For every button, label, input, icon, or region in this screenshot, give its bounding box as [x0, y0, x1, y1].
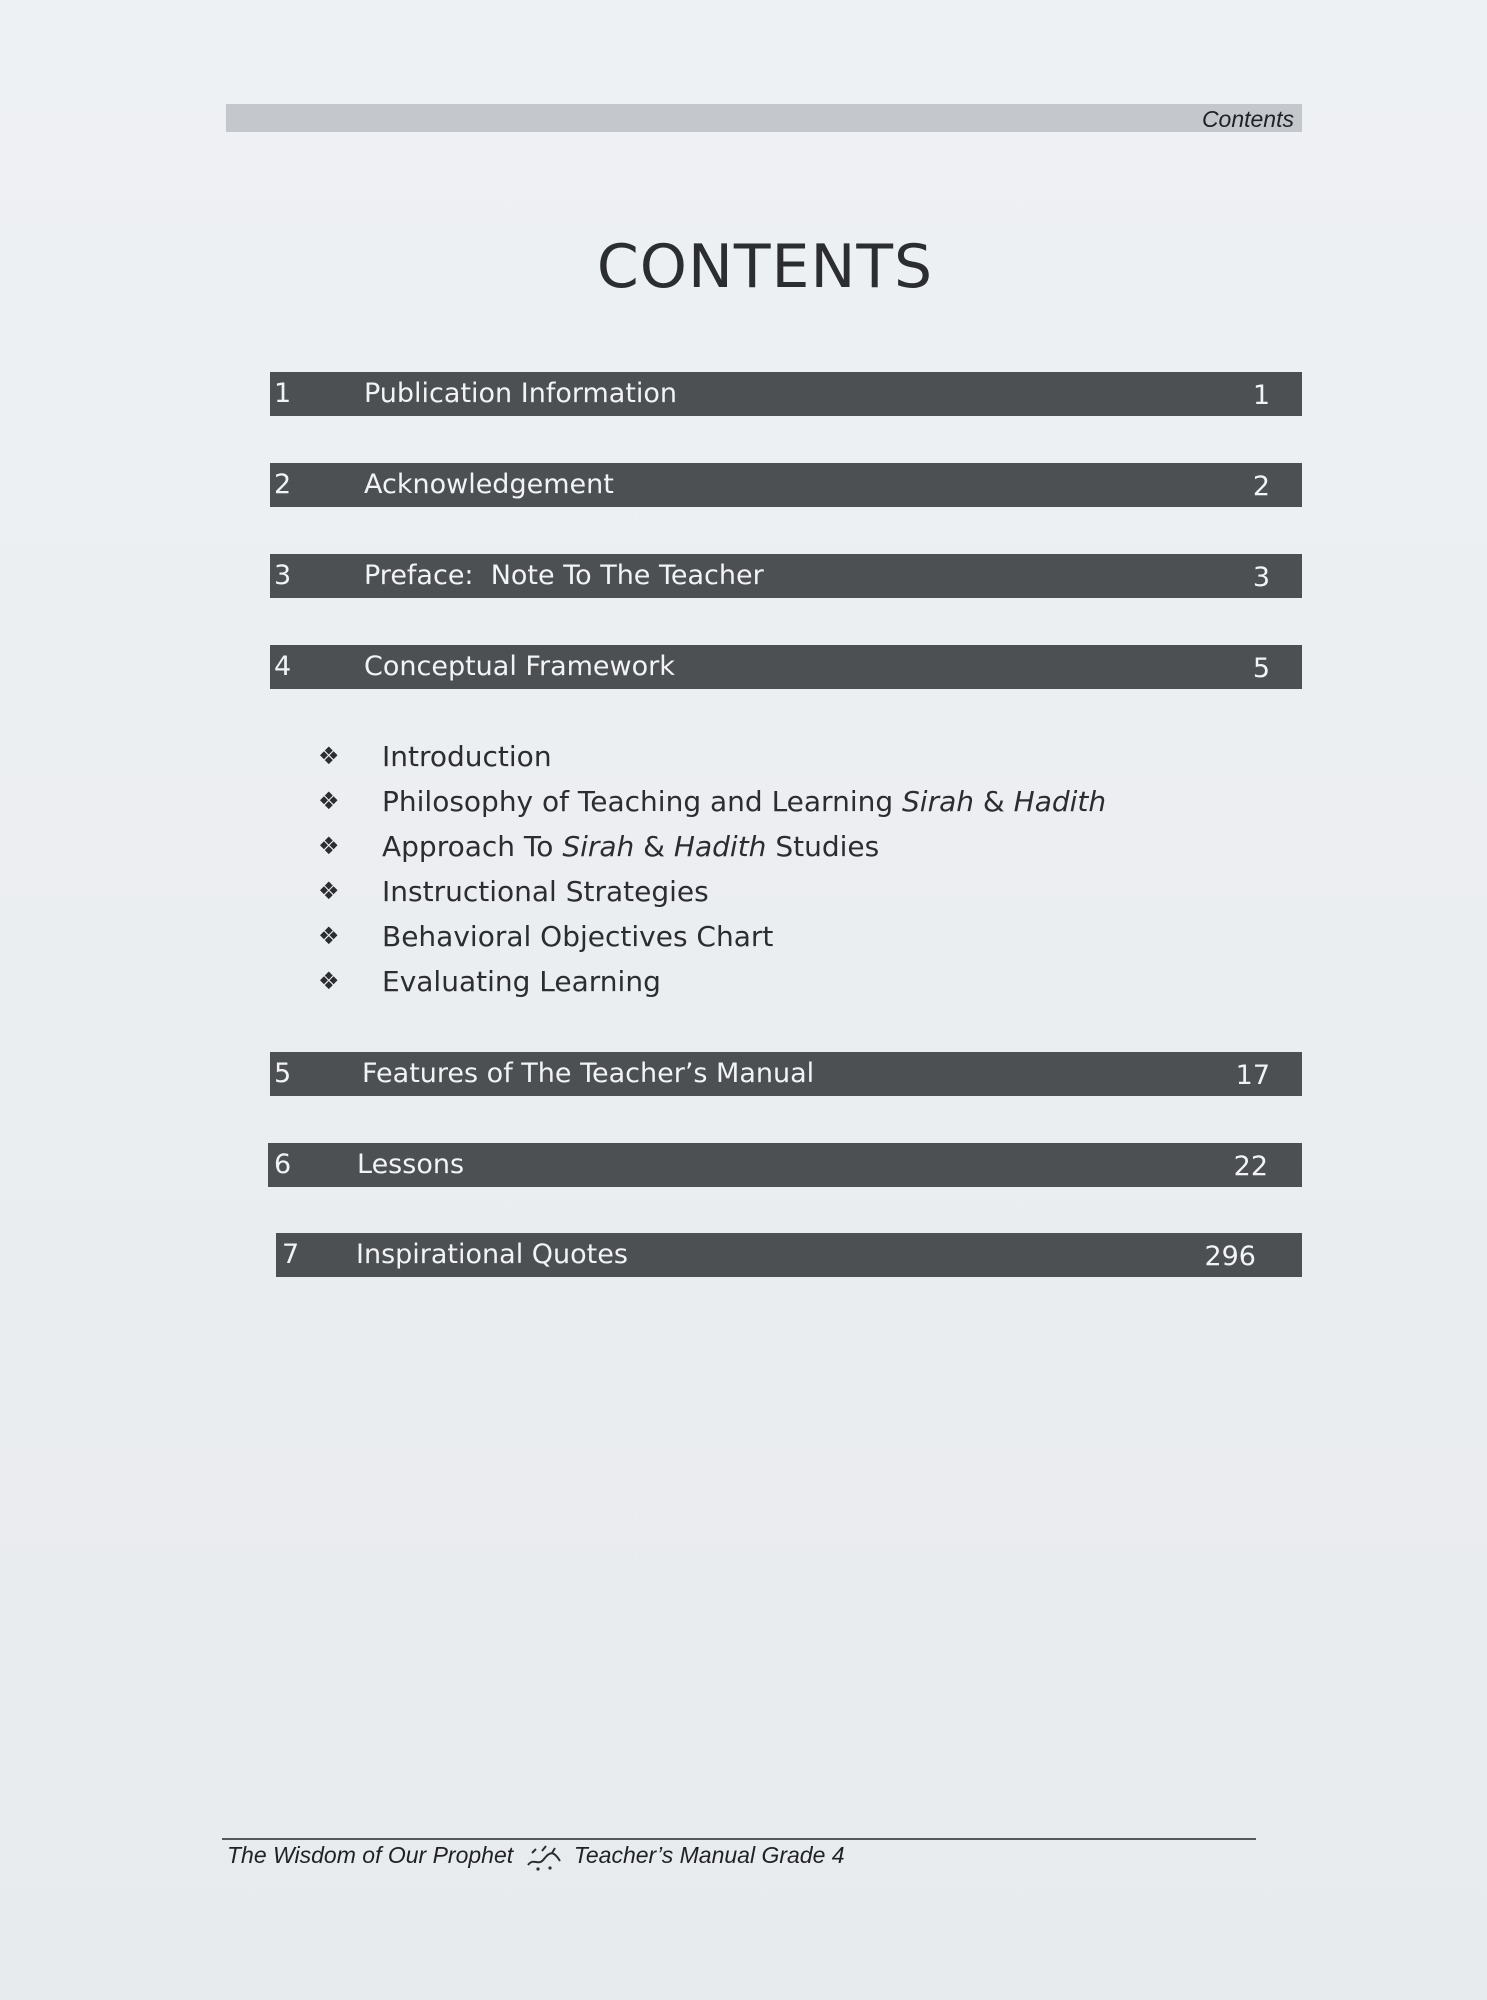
toc-entry-3[interactable]: [270, 554, 1302, 598]
toc-entry-1[interactable]: [270, 372, 1302, 416]
diamond-bullet-icon: ❖: [318, 967, 340, 995]
toc-entry-number: 7: [282, 1239, 300, 1270]
toc-entry-number: 6: [274, 1149, 292, 1180]
running-header-band: [226, 104, 1302, 132]
salawat-calligraphy-icon: [524, 1843, 564, 1871]
toc-entry-7[interactable]: [276, 1233, 1302, 1277]
subsection-label: Philosophy of Teaching and Learning Sirah & Hadith: [382, 785, 1107, 818]
toc-entry-5[interactable]: [270, 1052, 1302, 1096]
toc-entry-label: Features of The Teacher’s Manual: [362, 1058, 815, 1089]
toc-entry-label: Lessons: [357, 1149, 465, 1180]
footer-rule: [222, 1838, 1256, 1840]
subsection-label: Behavioral Objectives Chart: [382, 920, 774, 953]
toc-entry-page: 22: [1233, 1151, 1268, 1182]
toc-entry-label: Preface: Note To The Teacher: [364, 560, 764, 591]
subsection-label: Approach To Sirah & Hadith Studies: [382, 830, 880, 863]
footer-manual-grade: Teacher’s Manual Grade 4: [573, 1842, 845, 1868]
diamond-bullet-icon: ❖: [318, 922, 340, 950]
toc-entry-page: 5: [1252, 653, 1270, 684]
footer-book-title: The Wisdom of Our Prophet: [227, 1842, 514, 1868]
running-header-label: Contents: [1201, 106, 1294, 132]
toc-entry-number: 4: [274, 651, 292, 682]
subsection-label: Evaluating Learning: [382, 965, 661, 998]
subsection-label: Introduction: [382, 740, 552, 773]
toc-entry-label: Acknowledgement: [364, 469, 614, 500]
footer-text: [227, 1842, 845, 1871]
toc-entry-4[interactable]: [270, 645, 1302, 689]
toc-entry-label: Inspirational Quotes: [356, 1239, 628, 1270]
toc-entry-page: 17: [1235, 1060, 1270, 1091]
toc-entry-page: 296: [1204, 1241, 1256, 1272]
diamond-bullet-icon: ❖: [318, 742, 340, 770]
toc-entry-6[interactable]: [268, 1143, 1302, 1187]
toc-entry-number: 2: [274, 469, 292, 500]
subsection-label: Instructional Strategies: [382, 875, 709, 908]
toc-entry-number: 1: [274, 378, 292, 409]
diamond-bullet-icon: ❖: [318, 877, 340, 905]
page-title: CONTENTS: [596, 232, 934, 302]
toc-entry-2[interactable]: [270, 463, 1302, 507]
toc-entry-number: 3: [274, 560, 292, 591]
toc-entry-page: 1: [1252, 380, 1270, 411]
toc-entry-page: 2: [1252, 471, 1270, 502]
diamond-bullet-icon: ❖: [318, 787, 340, 815]
diamond-bullet-icon: ❖: [318, 832, 340, 860]
toc-entry-label: Publication Information: [364, 378, 678, 409]
toc-entry-page: 3: [1252, 562, 1270, 593]
toc-entry-number: 5: [274, 1058, 292, 1089]
toc-entry-label: Conceptual Framework: [364, 651, 675, 682]
